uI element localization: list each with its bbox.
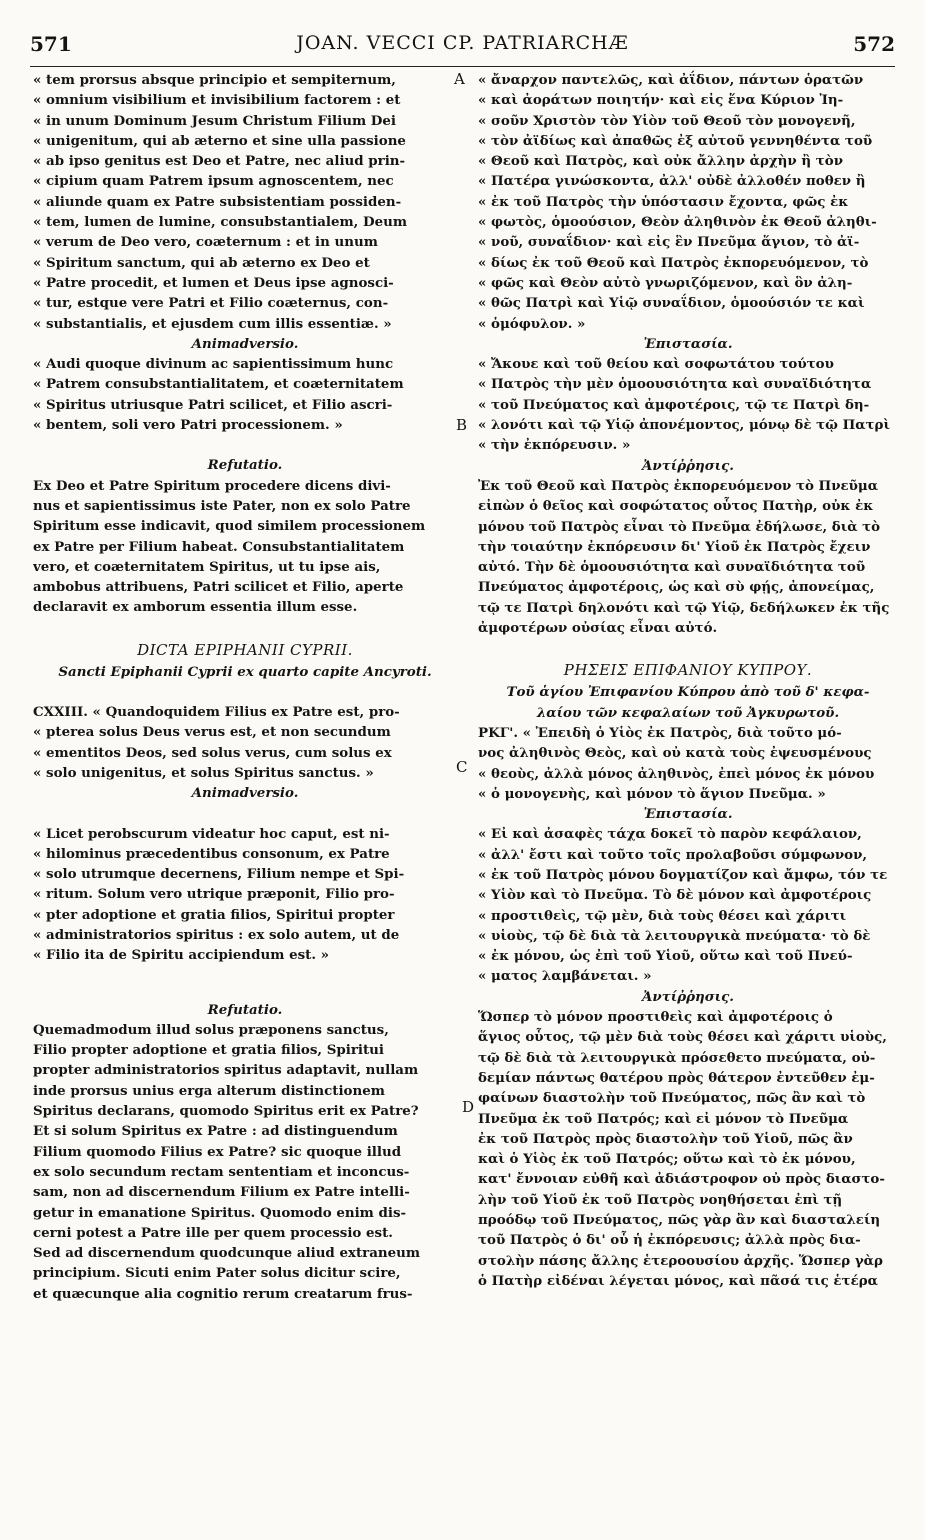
text-line: « ὁμόφυλον. » (478, 315, 586, 332)
text-line: Spiritum esse indicavit, quod similem processionem (33, 518, 426, 535)
spacer (33, 618, 457, 638)
text-line: « Audi quoque divinum ac sapientissimum hunc (33, 356, 394, 373)
text-line: « φῶς καὶ Θεὸν αὐτὸ γνωριζόμενον, καὶ ὃν ἀλη- (478, 274, 853, 291)
text-line: Filium quomodo Filius ex Patre? sic quoque illud (33, 1143, 402, 1160)
text-line: « Πατρὸς τὴν μὲν ὁμοουσιότητα καὶ συναϊδιότητα (478, 376, 872, 393)
text-line: λὴν τοῦ Υἱοῦ ἐκ τοῦ Πατρὸς νοηθήσεται ἐπὶ τῇ (478, 1191, 843, 1208)
margin-marker-d: D (462, 1098, 475, 1116)
section-subtitle: Sancti Epiphanii Cyprii ex quarto capite Ancyroti. (58, 663, 432, 680)
text-line: « pter adoptione et gratia filios, Spiritui propter (33, 906, 395, 923)
spacer (33, 435, 457, 455)
text-line: Ex Deo et Patre Spiritum procedere dicens divi- (33, 477, 391, 494)
text-line: « υἱοὺς, τῷ δὲ διὰ τὰ λειτουργικὰ πνεύματα· τὸ δὲ (478, 927, 871, 944)
text-line: « administratorios spiritus : ex solo autem, ut de (33, 926, 400, 943)
section-title: ΡΗΣΕΙΣ ΕΠΙΦΑΝΙΟΥ ΚΥΠΡΟΥ. (563, 661, 813, 680)
text-line: ex Patre per Filium habeat. Consubstantialitatem (33, 538, 405, 555)
text-line: « θεοὺς, ἀλλὰ μόνος ἀληθινὸς, ἐπεὶ μόνος ἐκ μόνου (478, 765, 875, 782)
epistasia-heading: Ἐπιστασία. (643, 335, 733, 352)
text-line: « νοῦ, συναΐδιον· καὶ εἰς ἓν Πνεῦμα ἅγιον, τὸ ἀϊ- (478, 234, 860, 251)
text-line: Filio propter adoptione et gratia filios, Spiritui (33, 1042, 384, 1059)
text-line: « Spiritus utriusque Patri scilicet, et Filio ascri- (33, 396, 393, 413)
text-line: « Filio ita de Spiritu accipiendum est. » (33, 947, 330, 964)
animadversio-heading: Animadversio. (191, 785, 299, 802)
text-line: ἅγιος οὗτος, τῷ μὲν διὰ τοὺς θέσει καὶ χάριτι υἱοὺς, (478, 1029, 887, 1046)
text-line: ὁ Πατὴρ εἰδέναι λέγεται μόνος, καὶ πᾶσά τις ἑτέρα (478, 1272, 878, 1289)
text-line: « ἀλλ' ἔστι καὶ τοῦτο τοῖς προλαβοῦσι σύμφωνον, (478, 846, 868, 863)
text-line: declaravit ex amborum essentia illum esse. (33, 599, 358, 616)
text-line: ΡΚΓ'. « Ἐπειδὴ ὁ Υἱὸς ἐκ Πατρὸς, διὰ τοῦτο μό- (478, 724, 842, 741)
page-number-right: 572 (853, 32, 895, 56)
margin-marker-c: C (456, 758, 468, 776)
text-line: αὐτό. Τὴν δὲ ὁμοουσιότητα καὶ συναϊδιότητα τοῦ (478, 559, 866, 576)
text-line: ex solo secundum rectam sententiam et inconcus- (33, 1163, 410, 1180)
text-line: προόδῳ τοῦ Πνεύματος, πῶς γὰρ ἂν καὶ διασταλείη (478, 1212, 881, 1229)
text-line: « ὁ μονογενὴς, καὶ μόνον τὸ ἅγιον Πνεῦμα. » (478, 785, 826, 802)
text-line: « λονότι καὶ τῷ Υἱῷ ἀπονέμοντος, μόνῳ δὲ τῷ Πατρὶ (478, 417, 890, 434)
text-line: « Licet perobscurum videatur hoc caput, est ni- (33, 825, 390, 842)
antirrhesis-heading: Ἀντίῤῥησις. (642, 457, 734, 474)
epistasia-heading: Ἐπιστασία. (643, 806, 733, 823)
text-line: « θῶς Πατρὶ καὶ Υἱῷ συναΐδιον, ὁμοούσιόν τε καὶ (478, 295, 865, 312)
text-line: στολὴν πάσης ἄλλης ἑτεροουσίου ἀρχῆς. Ὥσπερ γὰρ (478, 1252, 883, 1269)
text-line: « ματος λαμβάνεται. » (478, 968, 652, 985)
spacer (33, 804, 457, 824)
running-title: JOAN. VECCI CP. PATRIARCHÆ (296, 32, 629, 54)
text-line: principium. Sicuti enim Pater solus dicitur scire, (33, 1265, 401, 1282)
text-line: sam, non ad discernendum Filium ex Patre intelli- (33, 1184, 410, 1201)
text-line: CXXIII. « Quandoquidem Filius ex Patre est, pro- (33, 704, 400, 721)
header-rule (30, 66, 895, 67)
text-line: « Patrem consubstantialitatem, et coæternitatem (33, 376, 404, 393)
text-line: et quæcunque alia cognitio rerum creatarum frus- (33, 1285, 413, 1302)
text-line: Ὥσπερ τὸ μόνον προστιθεὶς καὶ ἀμφοτέροις ὁ (478, 1009, 833, 1026)
text-line: ἐκ τοῦ Πατρὸς πρὸς διαστολὴν τοῦ Υἱοῦ, πῶς ἂν (478, 1130, 853, 1147)
text-line: « cipium quam Patrem ipsum agnoscentem, nec (33, 173, 394, 190)
text-line: « ἐκ τοῦ Πατρὸς τὴν ὑπόστασιν ἔχοντα, φῶς ἐκ (478, 193, 849, 210)
margin-marker-a: A (454, 70, 465, 88)
text-line: « solo utrumque decernens, Filium nempe et Spi- (33, 866, 405, 883)
margin-marker-b: B (456, 416, 468, 434)
text-line: « φωτὸς, ὁμοούσιον, Θεὸν ἀληθινὸν ἐκ Θεοῦ ἀληθι- (478, 214, 877, 231)
text-line: φαίνων διαστολὴν τοῦ Πνεύματος, πῶς ἂν καὶ τὸ (478, 1090, 866, 1107)
text-line: « tem, lumen de lumine, consubstantialem, Deum (33, 214, 408, 231)
text-line: propter administratorios spiritus adaptavit, nullam (33, 1062, 419, 1079)
text-line: « δίως ἐκ τοῦ Θεοῦ καὶ Πατρὸς ἐκπορευόμενον, τὸ (478, 254, 869, 271)
text-line: « tur, estque vere Patri et Filio coæternus, con- (33, 295, 389, 312)
text-line: « Πατέρα γινώσκοντα, ἀλλ' οὐδὲ ἀλλοθέν ποθεν ἢ (478, 173, 866, 190)
text-line: « omnium visibilium et invisibilium factorem : et (33, 92, 401, 109)
text-line: inde prorsus unius erga alterum distinctionem (33, 1082, 385, 1099)
text-line: « προστιθεὶς, τῷ μὲν, διὰ τοὺς θέσει καὶ χάριτι (478, 907, 847, 924)
text-line: « τὸν ἀϊδίως καὶ ἀπαθῶς ἐξ αὐτοῦ γεννηθέντα τοῦ (478, 132, 873, 149)
text-line: « ementitos Deos, sed solus verus, cum solus ex (33, 744, 392, 761)
text-line: νος ἀληθινὸς Θεὸς, καὶ οὐ κατὰ τοὺς ἐψευσμένους (478, 745, 872, 762)
text-line: « tem prorsus absque principio et sempiternum, (33, 72, 396, 88)
refutatio-heading: Refutatio. (207, 457, 283, 474)
spacer (33, 682, 457, 702)
text-line: « Spiritum sanctum, qui ab æterno ex Deo et (33, 254, 370, 271)
text-line: « καὶ ἀοράτων ποιητήν· καὶ εἰς ἕνα Κύριον Ἰη- (478, 92, 844, 109)
text-line: « substantialis, et ejusdem cum illis essentiæ. » (33, 315, 392, 332)
text-line: Spiritus declarans, quomodo Spiritus erit ex Patre? (33, 1103, 419, 1120)
page-number-left: 571 (30, 32, 72, 56)
spacer (33, 966, 457, 1000)
text-line: « ab ipso genitus est Deo et Patre, nec aliud prin- (33, 153, 406, 170)
section-title: DICTA EPIPHANII CYPRII. (137, 640, 353, 659)
text-line: Et si solum Spiritus ex Patre : ad distinguendum (33, 1123, 398, 1140)
section-subtitle: λαίου τῶν κεφαλαίων τοῦ Ἀγκυρωτοῦ. (536, 704, 840, 721)
text-line: « Υἱὸν καὶ τὸ Πνεῦμα. Τὸ δὲ μόνον καὶ ἀμφοτέροις (478, 887, 872, 904)
text-line: « pterea solus Deus verus est, et non secundum (33, 724, 391, 741)
text-line: Πνεῦμα ἐκ τοῦ Πατρός; καὶ εἰ μόνον τὸ Πνεῦμα (478, 1110, 849, 1127)
text-line: vero, et coæternitatem Spiritus, ut tu ipse ais, (33, 558, 381, 575)
text-line: « Θεοῦ καὶ Πατρὸς, καὶ οὐκ ἄλλην ἀρχὴν ἢ τὸν (478, 153, 843, 170)
text-line: τοῦ Πατρὸς ὁ δι' οὗ ἡ ἐκπόρευσις; ἀλλὰ πρὸς δια- (478, 1232, 861, 1249)
text-line: « ἐκ τοῦ Πατρὸς μόνου δογματίζον καὶ ἄμφω, τόν τε (478, 866, 888, 883)
text-line: μόνου τοῦ Πατρὸς εἶναι τὸ Πνεῦμα ἐδήλωσε, διὰ τὸ (478, 518, 881, 535)
text-line: τῷ δὲ διὰ τὰ λειτουργικὰ πρόσεθετο πνεύματα, οὐ- (478, 1049, 876, 1066)
text-line: « Ἄκουε καὶ τοῦ θείου καὶ σοφωτάτου τούτου (478, 356, 834, 373)
animadversio-heading: Animadversio. (191, 335, 299, 352)
section-subtitle: Τοῦ ἁγίου Ἐπιφανίου Κύπρου ἀπὸ τοῦ δ' κεφα- (506, 684, 870, 701)
latin-column (33, 70, 457, 1304)
text-line: « solo unigenitus, et solus Spiritus sanctus. » (33, 764, 374, 781)
text-line: « ritum. Solum vero utrique præponit, Filio pro- (33, 886, 395, 903)
text-line: « Patre procedit, et lumen et Deus ipse agnosci- (33, 274, 394, 291)
text-line: εἰπὼν ὁ θεῖος καὶ σοφώτατος οὗτος Πατὴρ, οὐκ ἐκ (478, 498, 874, 515)
greek-column (478, 70, 898, 1291)
text-line: κατ' ἔννοιαν εὐθῆ καὶ ἀδιάστροφον οὐ πρὸς διαστο- (478, 1171, 885, 1188)
text-line: Ἐκ τοῦ Θεοῦ καὶ Πατρὸς ἐκπορευόμενον τὸ Πνεῦμα (478, 477, 879, 494)
text-line: « in unum Dominum Jesum Christum Filium Dei (33, 112, 396, 129)
text-line: « ἄναρχον παντελῶς, καὶ ἀΐδιον, πάντων ὁρατῶν (478, 72, 864, 88)
text-line: cerni potest a Patre ille per quem processio est. (33, 1224, 393, 1241)
running-header (30, 32, 895, 68)
antirrhesis-heading: Ἀντίῤῥησις. (642, 988, 734, 1005)
spacer (478, 638, 898, 658)
text-line: τὴν τοιαύτην ἐκπόρευσιν δι' Υἱοῦ ἐκ Πατρὸς ἔχειν (478, 538, 871, 555)
text-line: « verum de Deo vero, coæternum : et in unum (33, 234, 378, 251)
text-line: « Εἰ καὶ ἀσαφὲς τάχα δοκεῖ τὸ παρὸν κεφάλαιον, (478, 826, 862, 843)
text-line: « bentem, soli vero Patri processionem. » (33, 417, 343, 434)
text-line: δεμίαν πάντως θατέρου πρὸς θάτερον ἐντεῦθεν ἐμ- (478, 1069, 875, 1086)
text-line: Πνεύματος ἀμφοτέροις, ὡς καὶ σὺ φῄς, ἀπονείμας, (478, 579, 875, 596)
text-line: « τοῦ Πνεύματος καὶ ἀμφοτέροις, τῷ τε Πατρὶ δη- (478, 396, 870, 413)
text-line: « hilominus præcedentibus consonum, ex Patre (33, 845, 390, 862)
text-line: « ἐκ μόνου, ὡς ἐπὶ τοῦ Υἱοῦ, οὕτω καὶ τοῦ Πνεύ- (478, 948, 853, 965)
text-line: getur in emanatione Spiritus. Quomodo enim dis- (33, 1204, 407, 1221)
text-line: ambobus attribuens, Patri scilicet et Filio, aperte (33, 579, 404, 596)
text-line: καὶ ὁ Υἱὸς ἐκ τοῦ Πατρός; οὕτω καὶ τὸ ἐκ μόνου, (478, 1151, 856, 1168)
text-line: « aliunde quam ex Patre subsistentiam possiden- (33, 193, 402, 210)
text-line: Sed ad discernendum quodcunque aliud extraneum (33, 1245, 421, 1262)
text-line: « σοῦν Χριστὸν τὸν Υἱὸν τοῦ Θεοῦ τὸν μονογενῆ, (478, 112, 856, 129)
text-line: τῷ τε Πατρὶ δηλονότι καὶ τῷ Υἱῷ, δεδήλωκεν ἐκ τῆς (478, 599, 890, 616)
text-line: ἀμφοτέρων οὐσίας εἶναι αὐτό. (478, 620, 718, 637)
refutatio-heading: Refutatio. (207, 1001, 283, 1018)
text-line: « unigenitum, qui ab æterno et sine ulla passione (33, 132, 406, 149)
text-line: « τὴν ἐκπόρευσιν. » (478, 437, 631, 454)
text-line: nus et sapientissimus iste Pater, non ex solo Patre (33, 497, 411, 514)
text-line: Quemadmodum illud solus præponens sanctus, (33, 1021, 389, 1038)
